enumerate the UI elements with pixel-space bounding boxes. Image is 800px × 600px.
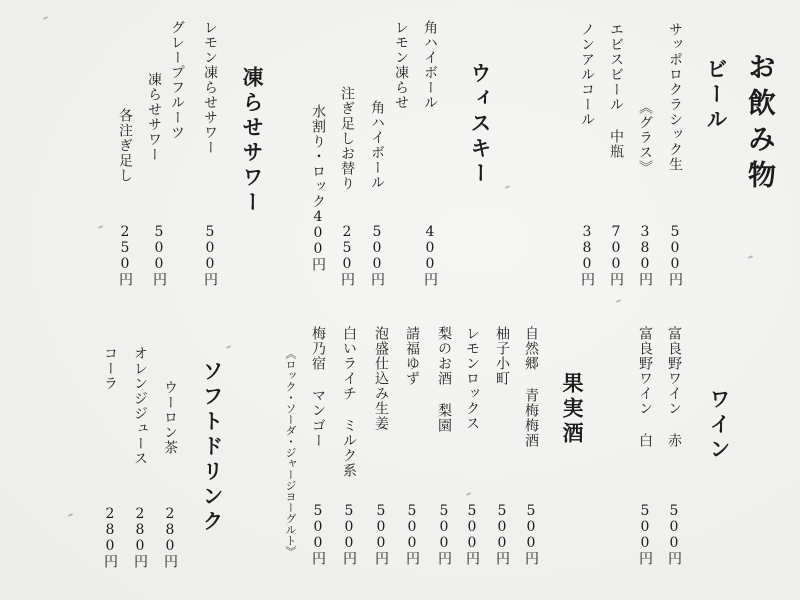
beer-heading: ビール — [704, 58, 729, 133]
sour-item-name: 各注ぎ足し — [117, 108, 133, 183]
beer-item-name: エビスビール 中瓶 — [608, 22, 624, 159]
whisky-item-price: 250円 — [339, 224, 355, 286]
fruit-item-name: 泡盛仕込み生姜 — [373, 326, 389, 431]
wine-item-name: 富良野ワイン 白 — [637, 326, 653, 448]
beer-item-name: 《グラス》 — [637, 100, 653, 175]
fruit-item-price: 500円 — [341, 503, 357, 565]
soft-item-name: コーラ — [102, 346, 118, 391]
fruit-item-price: 500円 — [494, 503, 510, 565]
whisky-item-name: レモン凍らせ — [393, 20, 409, 110]
whisky-item-price: 400円 — [422, 224, 438, 286]
fruit-item-name: 自然郷 青梅梅酒 — [523, 326, 539, 448]
fruit-item-name: 梨のお酒 梨園 — [436, 326, 452, 433]
beer-item-price: 380円 — [637, 224, 653, 286]
fruit-item-price: 500円 — [373, 503, 389, 565]
fruit-item-name: 梅乃宿 マンゴー — [310, 326, 326, 448]
whisky-item-name: 水割り・ロック — [310, 104, 326, 209]
whisky-item-name: 注ぎ足しお替り — [339, 86, 355, 191]
whisky-item-price: 500円 — [369, 224, 385, 286]
beer-item-price: 700円 — [608, 224, 624, 286]
soft-item-name: オレンジジュース — [132, 346, 148, 466]
fruit-item-price: 500円 — [523, 503, 539, 565]
sour-item-name: レモン凍らせサワー — [202, 20, 218, 155]
whisky-item-price: 400円 — [310, 209, 326, 271]
soft-item-name: ウーロン茶 — [162, 380, 178, 455]
soft-heading: ソフトドリンク — [200, 360, 225, 535]
wine-heading: ワイン — [707, 388, 732, 463]
beer-item-price: 500円 — [667, 224, 683, 286]
fruit-heading: 果実酒 — [560, 372, 585, 447]
fruit-item-name: 請福ゆず — [404, 326, 420, 386]
fruit-item-price: 500円 — [404, 503, 420, 565]
wine-item-name: 富良野ワイン 赤 — [666, 326, 682, 448]
beer-item-name: ノンアルコール — [579, 22, 595, 127]
fruit-item-name: 白いライチ ミルク系 — [341, 326, 357, 478]
menu-title: お飲み物 — [744, 52, 777, 196]
wine-item-price: 500円 — [666, 503, 682, 565]
fruit-item-price: 500円 — [436, 503, 452, 565]
sour-item-price: 500円 — [202, 224, 218, 286]
sour-heading: 凍らせサワー — [240, 66, 265, 216]
fruit-item-name: 柚子小町 — [494, 326, 510, 386]
whisky-heading: ウィスキー — [468, 62, 493, 187]
whisky-item-name: 角ハイボール — [422, 20, 438, 110]
soft-item-price: 280円 — [162, 506, 178, 568]
sour-item-name: 凍らせサワー — [146, 72, 162, 162]
sour-item-price: 250円 — [117, 224, 133, 286]
beer-item-name: サッポロクラシック生 — [667, 22, 683, 172]
whisky-item-name: 角ハイボール — [369, 100, 385, 190]
beer-item-price: 380円 — [579, 224, 595, 286]
sour-item-price: 500円 — [151, 224, 167, 286]
soft-item-price: 280円 — [102, 506, 118, 568]
soft-item-price: 280円 — [132, 506, 148, 568]
sour-item-name: グレープフルーツ — [169, 20, 185, 140]
fruit-item-price: 500円 — [310, 503, 326, 565]
fruit-serving-note: 《ロック・ソーダ・ジャージヨーグルト》 — [284, 348, 297, 557]
wine-item-price: 500円 — [637, 503, 653, 565]
fruit-item-price: 500円 — [464, 503, 480, 565]
fruit-item-name: レモンロックス — [464, 326, 480, 431]
